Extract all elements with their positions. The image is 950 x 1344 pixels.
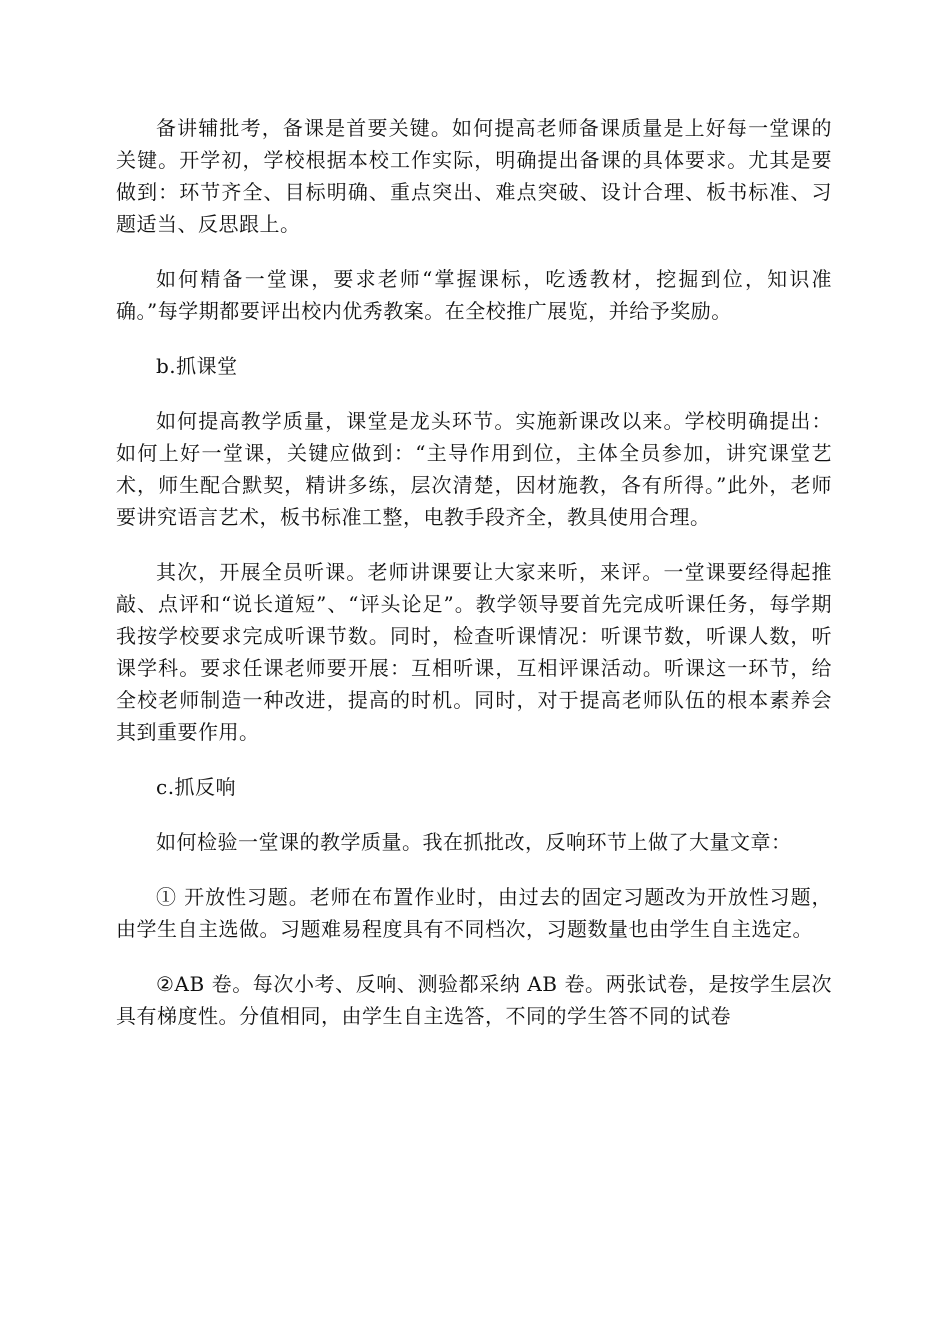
section-heading-feedback: c.抓反响 bbox=[156, 775, 237, 799]
paragraph-classroom-quality: 如何提高教学质量，课堂是龙头环节。实施新课改以来。学校明确提出：如何上好一堂课，关键应做到：“主导作用到位，主体全员参加，讲究课堂艺术，师生配合默契，精讲多练，层次清楚，因材施教，各有所得。”此外，老师要讲究语言艺术，板书标准工整，电教手段齐全，教具使用合理。 bbox=[116, 409, 832, 529]
paragraph-fine-preparation: 如何精备一堂课，要求老师“掌握课标，吃透教材，挖掘到位，知识准确。”每学期都要评出校内优秀教案。在全校推广展览，并给予奖励。 bbox=[116, 267, 832, 323]
section-heading-classroom: b.抓课堂 bbox=[156, 354, 238, 378]
paragraph-open-exercises: ① 开放性习题。老师在布置作业时，由过去的固定习题改为开放性习题，由学生自主选做。习题难易程度具有不同档次，习题数量也由学生自主选定。 bbox=[116, 885, 832, 941]
paragraph-lesson-observation: 其次，开展全员听课。老师讲课要让大家来听，来评。一堂课要经得起推敲、点评和“说长道短”、“评头论足”。教学领导要首先完成听课任务，每学期我按学校要求完成听课节数。同时，检查听课情况：听课节数，听课人数，听课学科。要求任课老师要开展：互相听课，互相评课活动。听课这一环节，给全校老师制造一种改进，提高的时机。同时，对于提高老师队伍的根本素养会其到重要作用。 bbox=[116, 560, 832, 744]
paragraph-feedback-intro: 如何检验一堂课的教学质量。我在抓批改，反响环节上做了大量文章： bbox=[156, 830, 792, 854]
paragraph-lesson-preparation: 备讲辅批考，备课是首要关键。如何提高老师备课质量是上好每一堂课的关键。开学初，学校根据本校工作实际，明确提出备课的具体要求。尤其是要做到：环节齐全、目标明确、重点突出、难点突破、设计合理、板书标准、习题适当、反思跟上。 bbox=[116, 116, 832, 236]
paragraph-ab-papers: ②AB 卷。每次小考、反响、测验都采纳 AB 卷。两张试卷，是按学生层次具有梯度性。分值相同，由学生自主选答，不同的学生答不同的试卷 bbox=[116, 972, 832, 1028]
document-page bbox=[116, 112, 832, 1055]
